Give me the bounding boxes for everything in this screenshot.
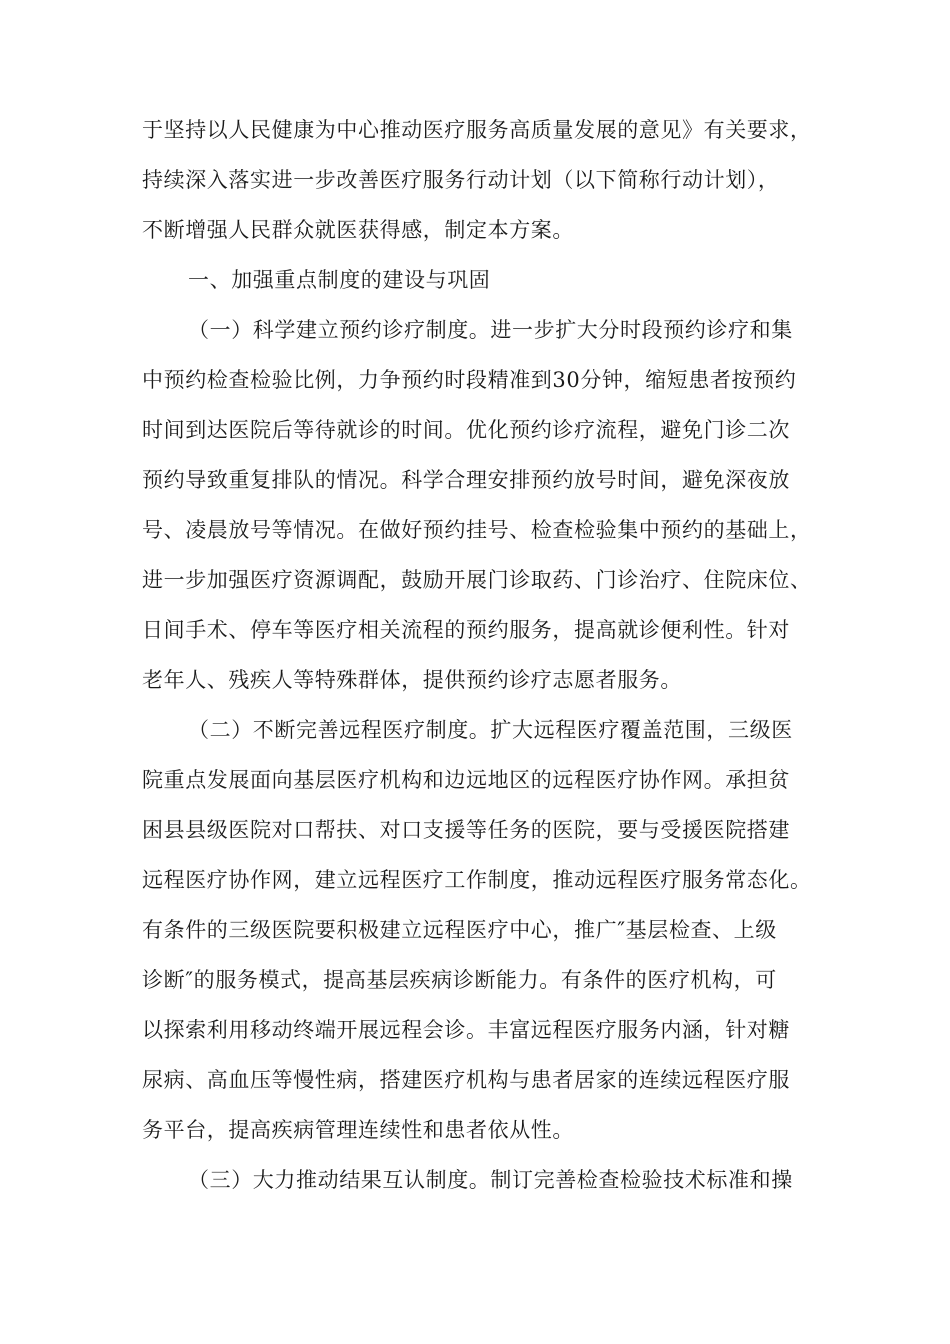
subsection-heading-line: （一）科学建立预约诊疗制度。进一步扩大分时段预约诊疗和集 xyxy=(188,318,793,342)
subsection-heading-line: （三）大力推动结果互认制度。制订完善检查检验技术标准和操 xyxy=(188,1168,793,1192)
body-text-line: 院重点发展面向基层医疗机构和边远地区的远程医疗协作网。承担贫 xyxy=(142,768,790,792)
body-text-line: 日间手术、停车等医疗相关流程的预约服务，提高就诊便利性。针对 xyxy=(142,618,790,642)
body-text-line: 诊断″的服务模式，提高基层疾病诊断能力。有条件的医疗机构，可 xyxy=(142,968,777,992)
body-text-line: 于坚持以人民健康为中心推动医疗服务高质量发展的意见》有关要求， xyxy=(142,118,812,142)
subsection-heading-line: （二）不断完善远程医疗制度。扩大远程医疗覆盖范围，三级医 xyxy=(188,718,793,742)
body-text-line: 有条件的三级医院要积极建立远程医疗中心，推广″基层检查、上级 xyxy=(142,918,777,942)
body-text-line: 远程医疗协作网，建立远程医疗工作制度，推动远程医疗服务常态化。 xyxy=(142,868,812,892)
body-text-line: 时间到达医院后等待就诊的时间。优化预约诊疗流程，避免门诊二次 xyxy=(142,418,790,442)
body-text-line: 进一步加强医疗资源调配，鼓励开展门诊取药、门诊治疗、住院床位、 xyxy=(142,568,812,592)
body-text-line: 中预约检查检验比例，力争预约时段精准到30分钟，缩短患者按预约 xyxy=(142,368,797,392)
body-text-line: 持续深入落实进一步改善医疗服务行动计划（以下简称行动计划）， xyxy=(142,168,780,192)
body-text-line: 老年人、残疾人等特殊群体，提供预约诊疗志愿者服务。 xyxy=(142,668,682,692)
body-text-line: 不断增强人民群众就医获得感，制定本方案。 xyxy=(142,218,574,242)
section-heading: 一、加强重点制度的建设与巩固 xyxy=(188,268,491,292)
body-text-line: 尿病、高血压等慢性病，搭建医疗机构与患者居家的连续远程医疗服 xyxy=(142,1068,790,1092)
body-text-line: 预约导致重复排队的情况。科学合理安排预约放号时间，避免深夜放 xyxy=(142,468,790,492)
body-text-line: 务平台，提高疾病管理连续性和患者依从性。 xyxy=(142,1118,574,1142)
body-text-line: 号、凌晨放号等情况。在做好预约挂号、检查检验集中预约的基础上， xyxy=(142,518,812,542)
body-text-line: 困县县级医院对口帮扶、对口支援等任务的医院，要与受援医院搭建 xyxy=(142,818,790,842)
body-text-line: 以探索利用移动终端开展远程会诊。丰富远程医疗服务内涵，针对糖 xyxy=(142,1018,790,1042)
